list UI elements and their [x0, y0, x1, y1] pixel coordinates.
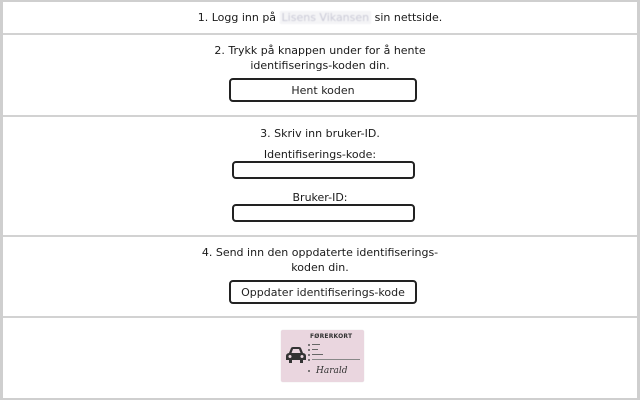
- step-3-text: 3. Skriv inn bruker-ID.: [260, 127, 380, 140]
- divider: [3, 33, 637, 35]
- step-3-heading: [3, 126, 637, 141]
- step-1-section: [3, 10, 637, 25]
- provider-login-link[interactable]: Lisens Vikansen: [281, 11, 370, 24]
- divider: [3, 316, 637, 318]
- license-signature: Harald: [316, 366, 348, 376]
- user-id-input[interactable]: [232, 204, 415, 222]
- fetch-code-button[interactable]: Hent koden: [229, 78, 417, 102]
- step-2-text-line1: 2. Trykk på knappen under for å hente: [214, 44, 426, 57]
- step-4-text-line1: 4. Send inn den oppdaterte identifiserings-: [201, 246, 439, 259]
- divider: [3, 235, 637, 237]
- step-1-prefix: 1. Logg inn på: [197, 11, 277, 24]
- user-id-label: Bruker-ID:: [292, 191, 348, 204]
- step-2-section: [3, 43, 637, 73]
- identification-code-input[interactable]: [232, 161, 415, 179]
- update-code-button[interactable]: Oppdater identifiserings-kode: [229, 280, 417, 304]
- car-icon: [285, 346, 307, 364]
- divider: [3, 115, 637, 117]
- license-title: FØRERKORT: [310, 333, 353, 340]
- step-4-text-line2: koden din.: [291, 261, 349, 274]
- identification-code-label: Identifiserings-kode:: [263, 148, 377, 161]
- step-2-text-line2: identifiserings-koden din.: [250, 59, 390, 72]
- step-4-section: [3, 245, 637, 275]
- drivers-license-image: [281, 330, 364, 382]
- step-1-suffix: sin nettside.: [374, 11, 443, 24]
